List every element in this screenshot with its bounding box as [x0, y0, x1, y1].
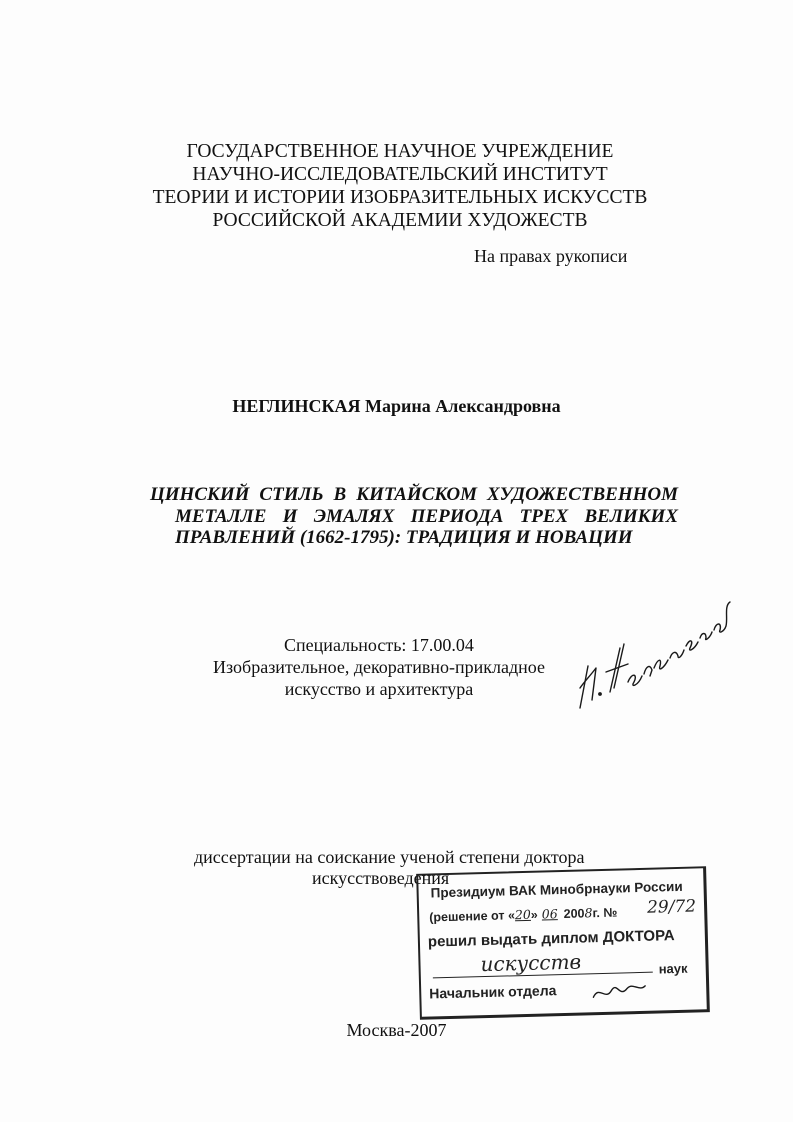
degree-line-2: искусствоведения — [312, 868, 450, 888]
stamp-line-2: (решение от «20» 06 2008г. № — [429, 905, 618, 925]
institution-line-4: РОССИЙСКОЙ АКАДЕМИИ ХУДОЖЕСТВ — [212, 210, 588, 231]
institution-line-1: ГОСУДАРСТВЕННОЕ НАУЧНОЕ УЧРЕЖДЕНИЕ — [186, 141, 614, 162]
degree-line-1: диссертации на соискание ученой степени доктора — [194, 847, 585, 867]
city-year: Москва-2007 — [346, 1020, 447, 1040]
stamp-line-4-suffix: наук — [658, 960, 688, 977]
stamp-handwritten-field: искусств — [480, 949, 582, 977]
specialty-code: Специальность: 17.00.04 — [284, 635, 474, 655]
institution-line-3: ТЕОРИИ И ИСТОРИИ ИЗОБРАЗИТЕЛЬНЫХ ИСКУССТВ — [152, 187, 648, 208]
stamp-line-3: решил выдать диплом ДОКТОРА — [427, 927, 675, 951]
vak-stamp — [416, 866, 710, 1020]
stamp-month: 06 — [541, 906, 558, 922]
author-signature — [566, 596, 742, 720]
stamp-day: 20 — [514, 906, 531, 923]
stamp-year-digit: 8 — [584, 905, 593, 921]
thesis-title-line-1: ЦИНСКИЙ СТИЛЬ В КИТАЙСКОМ ХУДОЖЕСТВЕННОМ — [150, 484, 678, 505]
stamp-line-5: Начальник отдела — [429, 982, 557, 1002]
stamp-decision-number: 29/72 — [646, 896, 697, 918]
author-name: НЕГЛИНСКАЯ Марина Александровна — [232, 396, 561, 416]
thesis-title-line-3: ПРАВЛЕНИЙ (1662-1795): ТРАДИЦИЯ И НОВАЦИИ — [175, 527, 633, 548]
specialty-name-2: искусство и архитектура — [284, 679, 474, 699]
stamp-line-1: Президиум ВАК Минобрнауки России — [430, 878, 683, 901]
rights-note: На правах рукописи — [474, 246, 628, 266]
institution-line-2: НАУЧНО-ИССЛЕДОВАТЕЛЬСКИЙ ИНСТИТУТ — [192, 164, 608, 185]
official-signature — [589, 974, 650, 1006]
thesis-title-line-2: МЕТАЛЛЕ И ЭМАЛЯХ ПЕРИОДА ТРЕХ ВЕЛИКИХ — [175, 506, 678, 527]
specialty-name-1: Изобразительное, декоративно-прикладное — [213, 657, 545, 677]
